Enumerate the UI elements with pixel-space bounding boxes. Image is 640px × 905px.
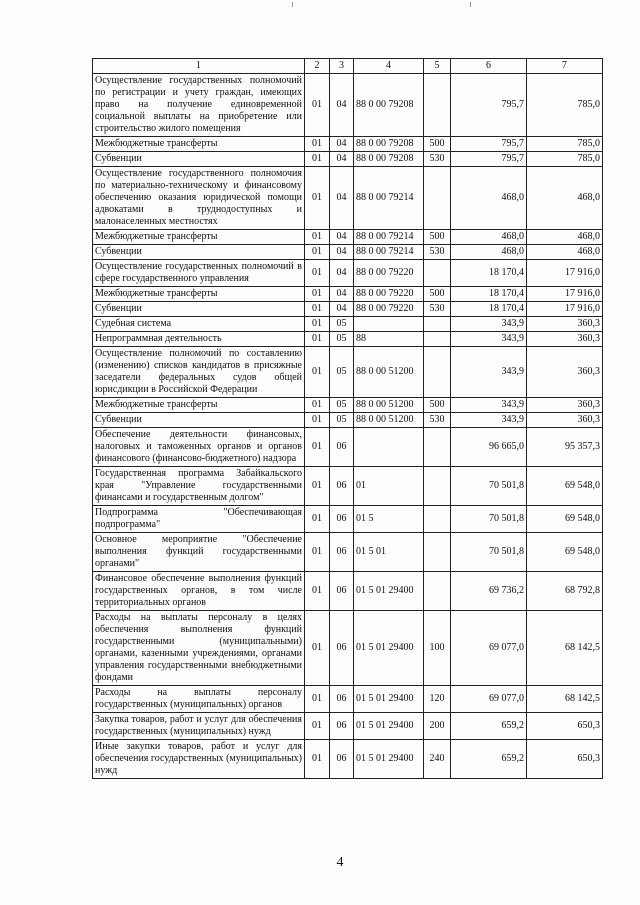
amount-col6-cell: 343,9 — [451, 332, 527, 347]
target-article-cell: 88 0 00 79214 — [354, 167, 424, 230]
table-row — [93, 572, 603, 611]
target-article-cell: 88 0 00 79208 — [354, 137, 424, 152]
subsection-code-cell: 05 — [330, 332, 354, 347]
header-row — [93, 59, 603, 74]
expense-type-cell: 500 — [424, 287, 451, 302]
amount-col7-cell: 68 142,5 — [527, 611, 603, 686]
amount-col6-cell: 69 736,2 — [451, 572, 527, 611]
target-article-cell: 88 0 00 79214 — [354, 230, 424, 245]
subsection-code-cell: 06 — [330, 611, 354, 686]
subsection-code-cell: 04 — [330, 74, 354, 137]
section-code-cell: 01 — [305, 260, 330, 287]
expense-type-cell — [424, 506, 451, 533]
expense-type-cell: 530 — [424, 302, 451, 317]
expense-type-cell: 240 — [424, 740, 451, 779]
target-article-cell: 01 5 01 29400 — [354, 611, 424, 686]
subsection-code-cell: 06 — [330, 713, 354, 740]
section-code-cell: 01 — [305, 332, 330, 347]
subsection-code-cell: 05 — [330, 413, 354, 428]
target-article-cell: 88 0 00 79220 — [354, 260, 424, 287]
table-row — [93, 230, 603, 245]
table-row — [93, 428, 603, 467]
section-code-cell: 01 — [305, 533, 330, 572]
subsection-code-cell: 06 — [330, 506, 354, 533]
table-row — [93, 167, 603, 230]
section-code-cell: 01 — [305, 428, 330, 467]
section-code-cell: 01 — [305, 245, 330, 260]
target-article-cell: 01 5 01 29400 — [354, 740, 424, 779]
section-code-cell: 01 — [305, 287, 330, 302]
item-name-cell: Субвенции — [93, 413, 305, 428]
amount-col7-cell: 360,3 — [527, 398, 603, 413]
item-name-cell: Субвенции — [93, 245, 305, 260]
subsection-code-cell: 06 — [330, 533, 354, 572]
amount-col7-cell: 69 548,0 — [527, 533, 603, 572]
item-name-cell: Межбюджетные трансферты — [93, 230, 305, 245]
section-code-cell: 01 — [305, 302, 330, 317]
amount-col6-cell: 343,9 — [451, 413, 527, 428]
item-name-cell: Межбюджетные трансферты — [93, 137, 305, 152]
amount-col6-cell: 18 170,4 — [451, 302, 527, 317]
target-article-cell: 88 0 00 51200 — [354, 347, 424, 398]
amount-col6-cell: 69 077,0 — [451, 686, 527, 713]
amount-col6-cell: 70 501,8 — [451, 533, 527, 572]
target-article-cell: 88 0 00 79208 — [354, 74, 424, 137]
item-name-cell: Осуществление государственного полномочия по материально-техническому и финансовому обеспечению оказания юридической помощи адвокатами в труднодоступных и малонаселенных местностях — [93, 167, 305, 230]
col-header-4: 4 — [354, 59, 424, 74]
target-article-cell: 88 0 00 79214 — [354, 245, 424, 260]
amount-col7-cell: 69 548,0 — [527, 467, 603, 506]
col-header-2: 2 — [305, 59, 330, 74]
col-header-5: 5 — [424, 59, 451, 74]
expense-type-cell — [424, 74, 451, 137]
subsection-code-cell: 04 — [330, 245, 354, 260]
item-name-cell: Осуществление государственных полномочий по регистрации и учету граждан, имеющих право на получение единовременной социальной выплаты на приобретение или строительство жилого помещения — [93, 74, 305, 137]
subsection-code-cell: 04 — [330, 302, 354, 317]
amount-col7-cell: 360,3 — [527, 332, 603, 347]
amount-col6-cell: 659,2 — [451, 740, 527, 779]
table-body — [93, 74, 603, 779]
expense-type-cell — [424, 167, 451, 230]
amount-col6-cell: 468,0 — [451, 245, 527, 260]
table-row — [93, 137, 603, 152]
table-row — [93, 533, 603, 572]
col-header-3: 3 — [330, 59, 354, 74]
target-article-cell: 01 5 01 29400 — [354, 686, 424, 713]
subsection-code-cell: 04 — [330, 137, 354, 152]
section-code-cell: 01 — [305, 230, 330, 245]
table-row — [93, 467, 603, 506]
item-name-cell: Подпрограмма "Обеспечивающая подпрограмма" — [93, 506, 305, 533]
table-row — [93, 506, 603, 533]
item-name-cell: Непрограммная деятельность — [93, 332, 305, 347]
item-name-cell: Межбюджетные трансферты — [93, 398, 305, 413]
amount-col7-cell: 360,3 — [527, 347, 603, 398]
expense-type-cell: 530 — [424, 245, 451, 260]
item-name-cell: Финансовое обеспечение выполнения функций государственных органов, в том числе территориальных органов — [93, 572, 305, 611]
table-row — [93, 302, 603, 317]
section-code-cell: 01 — [305, 686, 330, 713]
amount-col6-cell: 18 170,4 — [451, 260, 527, 287]
table-row — [93, 152, 603, 167]
table-row — [93, 713, 603, 740]
item-name-cell: Судебная система — [93, 317, 305, 332]
amount-col7-cell: 95 357,3 — [527, 428, 603, 467]
subsection-code-cell: 06 — [330, 572, 354, 611]
scan-edge-mark — [470, 2, 471, 7]
amount-col7-cell: 360,3 — [527, 413, 603, 428]
amount-col6-cell: 468,0 — [451, 230, 527, 245]
section-code-cell: 01 — [305, 317, 330, 332]
subsection-code-cell: 04 — [330, 260, 354, 287]
amount-col6-cell: 659,2 — [451, 713, 527, 740]
section-code-cell: 01 — [305, 74, 330, 137]
section-code-cell: 01 — [305, 137, 330, 152]
budget-table — [92, 58, 603, 779]
target-article-cell: 01 5 01 29400 — [354, 572, 424, 611]
amount-col6-cell: 795,7 — [451, 74, 527, 137]
expense-type-cell — [424, 572, 451, 611]
section-code-cell: 01 — [305, 713, 330, 740]
subsection-code-cell: 04 — [330, 167, 354, 230]
subsection-code-cell: 04 — [330, 230, 354, 245]
section-code-cell: 01 — [305, 467, 330, 506]
item-name-cell: Осуществление полномочий по составлению (изменению) списков кандидатов в присяжные заседатели федеральных судов общей юрисдикции в Российской Федерации — [93, 347, 305, 398]
subsection-code-cell: 04 — [330, 152, 354, 167]
target-article-cell: 01 5 — [354, 506, 424, 533]
subsection-code-cell: 04 — [330, 287, 354, 302]
item-name-cell: Межбюджетные трансферты — [93, 287, 305, 302]
target-article-cell: 88 0 00 79220 — [354, 302, 424, 317]
amount-col6-cell: 795,7 — [451, 137, 527, 152]
target-article-cell: 88 0 00 51200 — [354, 398, 424, 413]
table-row — [93, 287, 603, 302]
amount-col7-cell: 17 916,0 — [527, 287, 603, 302]
expense-type-cell — [424, 260, 451, 287]
expense-type-cell — [424, 347, 451, 398]
table-row — [93, 74, 603, 137]
expense-type-cell: 530 — [424, 413, 451, 428]
target-article-cell: 88 — [354, 332, 424, 347]
section-code-cell: 01 — [305, 398, 330, 413]
target-article-cell: 01 5 01 29400 — [354, 713, 424, 740]
amount-col7-cell: 468,0 — [527, 167, 603, 230]
expense-type-cell — [424, 533, 451, 572]
subsection-code-cell: 05 — [330, 317, 354, 332]
subsection-code-cell: 06 — [330, 686, 354, 713]
section-code-cell: 01 — [305, 347, 330, 398]
subsection-code-cell: 05 — [330, 347, 354, 398]
table-row — [93, 686, 603, 713]
subsection-code-cell: 06 — [330, 740, 354, 779]
amount-col7-cell: 468,0 — [527, 245, 603, 260]
target-article-cell: 88 0 00 79208 — [354, 152, 424, 167]
amount-col7-cell: 785,0 — [527, 137, 603, 152]
item-name-cell: Основное мероприятие "Обеспечение выполнения функций государственными органами" — [93, 533, 305, 572]
target-article-cell — [354, 317, 424, 332]
table-row — [93, 347, 603, 398]
amount-col7-cell: 69 548,0 — [527, 506, 603, 533]
item-name-cell: Иные закупки товаров, работ и услуг для обеспечения государственных (муниципальных) нужд — [93, 740, 305, 779]
amount-col6-cell: 70 501,8 — [451, 506, 527, 533]
amount-col7-cell: 650,3 — [527, 713, 603, 740]
amount-col7-cell: 785,0 — [527, 74, 603, 137]
amount-col7-cell: 785,0 — [527, 152, 603, 167]
item-name-cell: Субвенции — [93, 152, 305, 167]
amount-col6-cell: 343,9 — [451, 347, 527, 398]
subsection-code-cell: 06 — [330, 428, 354, 467]
amount-col6-cell: 468,0 — [451, 167, 527, 230]
expense-type-cell: 500 — [424, 230, 451, 245]
expense-type-cell: 500 — [424, 137, 451, 152]
amount-col7-cell: 360,3 — [527, 317, 603, 332]
target-article-cell: 01 5 01 — [354, 533, 424, 572]
table-row — [93, 398, 603, 413]
item-name-cell: Закупка товаров, работ и услуг для обеспечения государственных (муниципальных) нужд — [93, 713, 305, 740]
amount-col6-cell: 96 665,0 — [451, 428, 527, 467]
amount-col6-cell: 18 170,4 — [451, 287, 527, 302]
expense-type-cell — [424, 317, 451, 332]
amount-col7-cell: 650,3 — [527, 740, 603, 779]
item-name-cell: Расходы на выплаты персоналу в целях обеспечения выполнения функций государственными (муниципальными) органами, казенными учреждениями, органами управления государственными внебюджетными фондами — [93, 611, 305, 686]
expense-type-cell — [424, 332, 451, 347]
item-name-cell: Осуществление государственных полномочий в сфере государственного управления — [93, 260, 305, 287]
table-row — [93, 740, 603, 779]
section-code-cell: 01 — [305, 506, 330, 533]
section-code-cell: 01 — [305, 413, 330, 428]
item-name-cell: Обеспечение деятельности финансовых, налоговых и таможенных органов и органов финансового (финансово-бюджетного) надзора — [93, 428, 305, 467]
expense-type-cell: 530 — [424, 152, 451, 167]
table-row — [93, 611, 603, 686]
table-row — [93, 260, 603, 287]
section-code-cell: 01 — [305, 167, 330, 230]
table-row — [93, 332, 603, 347]
target-article-cell: 88 0 00 79220 — [354, 287, 424, 302]
scan-edge-mark — [292, 2, 293, 7]
amount-col6-cell: 343,9 — [451, 317, 527, 332]
amount-col7-cell: 17 916,0 — [527, 260, 603, 287]
col-header-6: 6 — [451, 59, 527, 74]
amount-col7-cell: 68 142,5 — [527, 686, 603, 713]
expense-type-cell: 200 — [424, 713, 451, 740]
section-code-cell: 01 — [305, 740, 330, 779]
subsection-code-cell: 05 — [330, 398, 354, 413]
section-code-cell: 01 — [305, 572, 330, 611]
subsection-code-cell: 06 — [330, 467, 354, 506]
item-name-cell: Государственная программа Забайкальского края "Управление государственными финансами и государственным долгом" — [93, 467, 305, 506]
expense-type-cell: 120 — [424, 686, 451, 713]
expense-type-cell: 100 — [424, 611, 451, 686]
target-article-cell: 88 0 00 51200 — [354, 413, 424, 428]
table-row — [93, 413, 603, 428]
item-name-cell: Расходы на выплаты персоналу государственных (муниципальных) органов — [93, 686, 305, 713]
col-header-1: 1 — [93, 59, 305, 74]
section-code-cell: 01 — [305, 611, 330, 686]
section-code-cell: 01 — [305, 152, 330, 167]
amount-col6-cell: 70 501,8 — [451, 467, 527, 506]
col-header-7: 7 — [527, 59, 603, 74]
expense-type-cell — [424, 467, 451, 506]
item-name-cell: Субвенции — [93, 302, 305, 317]
amount-col6-cell: 795,7 — [451, 152, 527, 167]
amount-col7-cell: 68 792,8 — [527, 572, 603, 611]
target-article-cell — [354, 428, 424, 467]
table-header — [93, 59, 603, 74]
expense-type-cell — [424, 428, 451, 467]
amount-col7-cell: 17 916,0 — [527, 302, 603, 317]
page-number: 4 — [336, 855, 344, 870]
target-article-cell: 01 — [354, 467, 424, 506]
expense-type-cell: 500 — [424, 398, 451, 413]
amount-col7-cell: 468,0 — [527, 230, 603, 245]
amount-col6-cell: 343,9 — [451, 398, 527, 413]
table-row — [93, 317, 603, 332]
amount-col6-cell: 69 077,0 — [451, 611, 527, 686]
table-row — [93, 245, 603, 260]
